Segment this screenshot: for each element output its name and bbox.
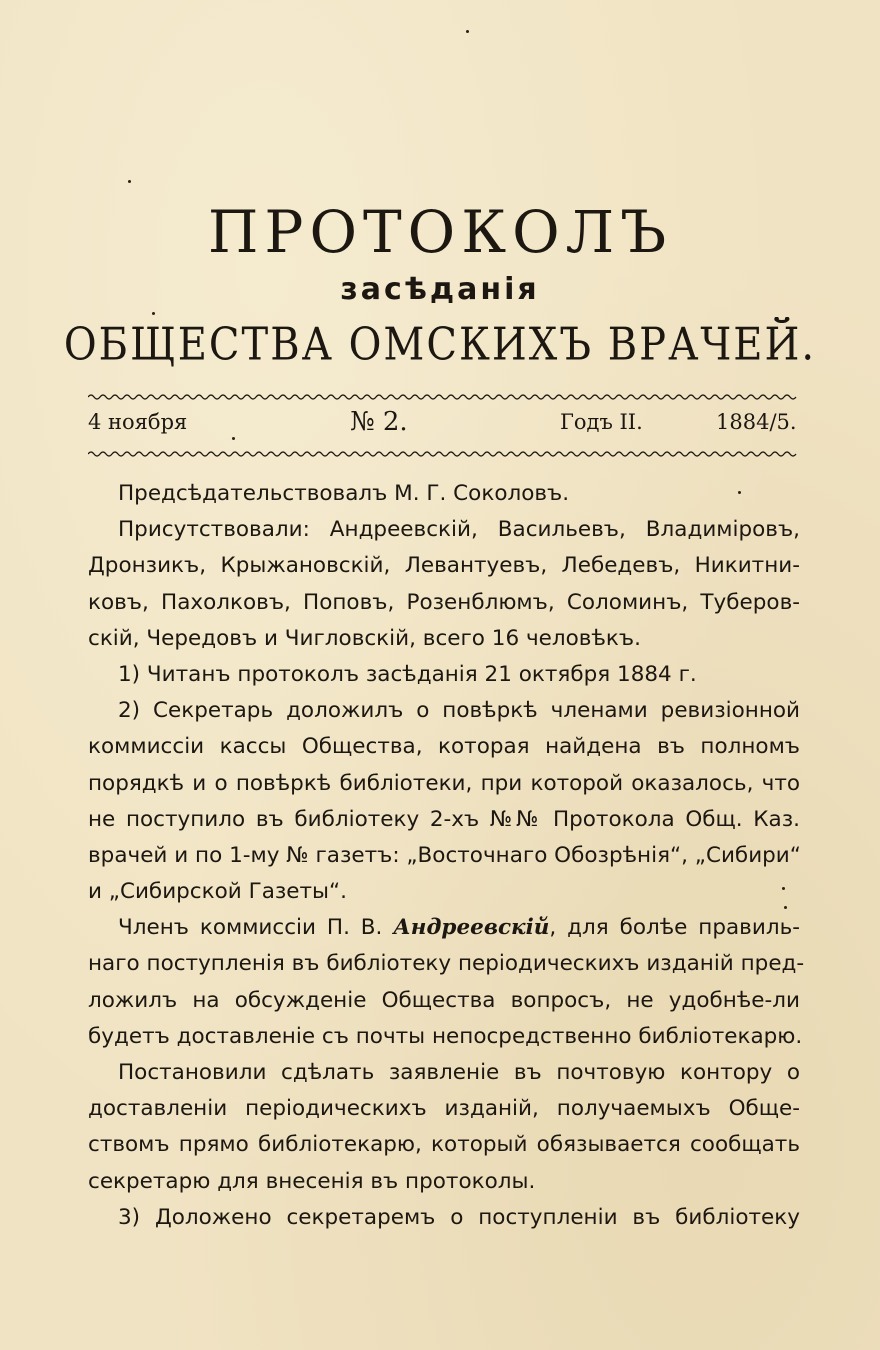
text-line: секретарю для внесенія въ протоколы.	[88, 1168, 536, 1194]
issue-meta-line	[88, 407, 798, 440]
text-line: доставленіи періодическихъ изданій, получаемыхъ Обще-	[88, 1096, 800, 1122]
text-line: не поступило въ библіотеку 2-хъ №№ Протокола Общ. Каз.	[88, 806, 800, 832]
protocol-body	[88, 476, 805, 1236]
text-line	[88, 910, 800, 946]
text-line: 3) Доложено секретаремъ о поступленіи въ библіотеку	[118, 1204, 800, 1230]
top-wavy-rule	[88, 393, 798, 401]
text-line: наго поступленія въ библіотеку періодическихъ изданій пред-	[88, 951, 805, 977]
text-line: будетъ доставленіе съ почты непосредственно библіотекарю.	[88, 1023, 803, 1049]
text-line: Постановили сдѣлать заявленіе въ почтовую контору о	[118, 1060, 800, 1085]
text-line: Предсѣдательствовалъ М. Г. Соколовъ.	[118, 481, 570, 506]
italic-surname: Андреевскій	[393, 915, 550, 941]
ink-speck	[784, 906, 787, 909]
ink-speck	[738, 491, 741, 494]
ink-speck	[152, 312, 155, 315]
ink-speck	[466, 30, 469, 33]
ink-speck	[232, 437, 235, 440]
ink-speck	[128, 180, 131, 183]
bottom-wavy-rule	[88, 450, 798, 458]
issue-period: 1884/5.	[716, 410, 797, 434]
text-line: ковъ, Пахолковъ, Поповъ, Розенблюмъ, Соломинъ, Туберов-	[88, 589, 800, 615]
text-line: и „Сибирской Газеты“.	[88, 879, 347, 905]
ink-speck	[782, 887, 785, 890]
text-fragment: , для болѣе правиль-	[549, 915, 800, 941]
issue-date: 4 ноября	[88, 410, 188, 434]
text-line: ложилъ на обсужденіе Общества вопросъ, не удобнѣе-ли	[88, 987, 800, 1013]
text-line: Присутствовали: Андреевскій, Васильевъ, Владиміровъ,	[118, 517, 800, 543]
text-fragment: Членъ коммиссіи П. В.	[118, 915, 394, 941]
document-subtitle: засѣданія	[340, 272, 540, 307]
text-line: скій, Чередовъ и Чигловскій, всего 16 человѣкъ.	[88, 625, 641, 651]
text-line: порядкѣ и о повѣркѣ библіотеки, при которой оказалось, что	[88, 770, 800, 796]
issue-year: Годъ II.	[560, 410, 643, 434]
issue-number: № 2.	[350, 407, 408, 437]
text-line: Дронзикъ, Крыжановскій, Левантуевъ, Лебедевъ, Никитни-	[88, 553, 800, 579]
text-line: 2) Секретарь доложилъ о повѣркѣ членами ревизіонной	[118, 698, 800, 724]
society-name: ОБЩЕСТВА ОМСКИХЪ ВРАЧЕЙ.	[63, 319, 817, 371]
text-line: 1) Читанъ протоколъ засѣданія 21 октября 1884 г.	[118, 661, 697, 687]
text-line: ствомъ прямо библіотекарю, который обязывается сообщать	[88, 1132, 800, 1158]
text-line: врачей и по 1-му № газетъ: „Восточнаго Обозрѣнія“, „Сибири“	[88, 842, 801, 868]
text-line: коммиссіи кассы Общества, которая найдена въ полномъ	[88, 734, 800, 760]
document-title: ПРОТОКОЛЪ	[207, 198, 673, 266]
